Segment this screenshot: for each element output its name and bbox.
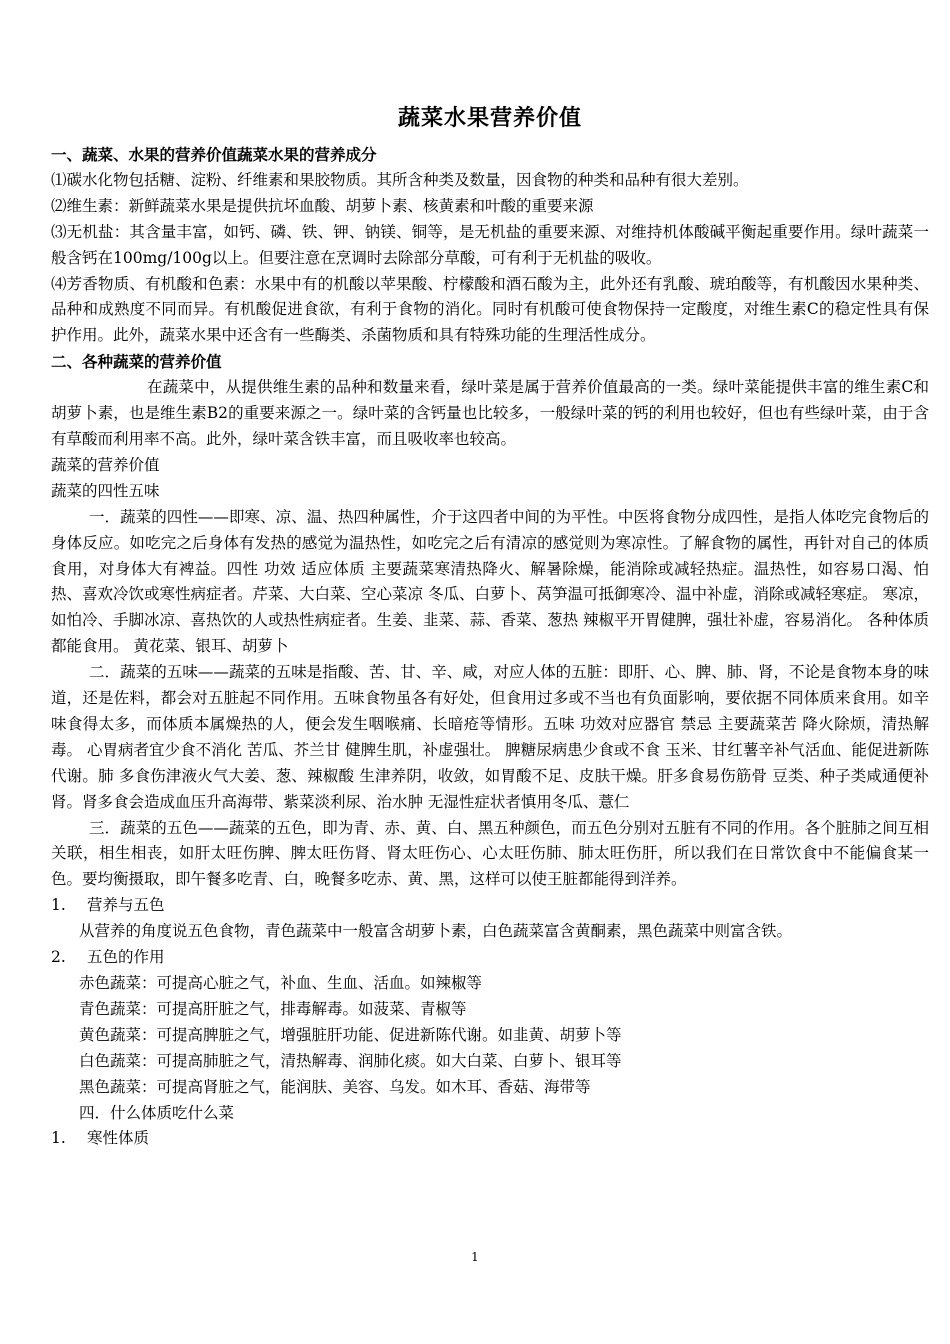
color-effect-white: 白色蔬菜：可提高肺脏之气，清热解毒、润肺化痰。如大白菜、白萝卜、银耳等 [79, 1051, 622, 1070]
list-number: 1. [51, 896, 66, 915]
color-effect-red: 赤色蔬菜：可提高心脏之气，补血、生血、活血。如辣椒等 [79, 974, 483, 992]
section1-heading: 一、蔬菜、水果的营养价值蔬菜水果的营养成分 [51, 145, 377, 164]
five-colors-paragraph: 三．蔬菜的五色——蔬菜的五色，即为青、赤、黄、白、黑五种颜色，而五色分别对五脏有不同的作用。各个脏肺之间互相关联，相生相丧，如肝太旺伤脾、脾太旺伤肾、肾太旺伤心、心太旺伤肺、肺太旺伤肝，所以我们在日常饮食中不能偏食某一色。要均衡摄取，即午餐多吃青、白，晚餐多吃赤、黄、黑，这样可以使王脏都能得到洋养。 [51, 818, 929, 889]
four-natures-paragraph: 一．蔬菜的四性——即寒、凉、温、热四种属性，介于这四者中间的为平性。中医将食物分成四性，是指人体吃完食物后的身体反应。如吃完之后身体有发热的感觉为温热性，如吃完之后有清凉的感觉则为寒凉性。了解食物的属性，再针对自己的体质食用，对身体大有裨益。四性 功效 适应体质 主要蔬菜寒清热降火、解暑除燥，能消除或减轻热症。温热性，如容易口渴、怕热、喜欢冷饮或寒性病症者。芹菜、大白菜、空心菜凉 冬瓜、白萝卜、莴笋温可抵御寒冷、温中补虚，消除或减轻寒症。 寒凉，如怕冷、手脚冰凉、喜热饮的人或热性病症者。生姜、韭菜、蒜、香菜、葱热 辣椒平开胃健脾，强壮补虚，容易消化。 各种体质都能食用。 黄花菜、银耳、胡萝卜 [51, 507, 929, 656]
section2-heading: 二、各种蔬菜的营养价值 [51, 352, 222, 372]
list-title: 五色的作用 [87, 948, 165, 967]
section2-intro: 在蔬菜中，从提供维生素的品种和数量来看，绿叶菜是属于营养价值最高的一类。绿叶菜能提供丰富的维生素C和胡萝卜素，也是维生素B2的重要来源之一。绿叶菜的含钙量也比较多，一般绿叶菜的钙的利用也较好，但也有些绿叶菜，由于含有草酸而利用率不高。此外，绿叶菜含铁丰富，而且吸收率也较高。 [51, 378, 929, 448]
list-number: 1. [51, 1129, 66, 1148]
nutrition-colors-text: 从营养的角度说五色食物，青色蔬菜中一般富含胡萝卜素，白色蔬菜富含黄酮素，黑色蔬菜中则富含铁。 [79, 922, 793, 941]
page-number: 1 [471, 1250, 479, 1264]
color-effect-black: 黑色蔬菜：可提高肾脏之气，能润肤、美容、乌发。如木耳、香菇、海带等 [79, 1077, 591, 1096]
five-flavors-paragraph: 二．蔬菜的五味——蔬菜的五味是指酸、苦、甘、辛、咸，对应人体的五脏：即肝、心、脾、肺、肾，不论是食物本身的味道，还是佐料，都会对五脏起不同作用。五味食物虽各有好处，但食用过多或不当也有负面影响，要依据不同体质来食用。如辛味食得太多，而体质本属燥热的人，便会发生咽喉痛、长暗疮等情形。五味 功效对应器官 禁忌 主要蔬菜苦 降火除烦，清热解毒。 心胃病者宜少食不消化 苦瓜、芥兰甘 健脾生肌，补虚强壮。 脾糖尿病患少食或不食 玉米、甘红薯辛补气活血、能促进新陈代谢。肺 多食伤津液火气大姜、葱、辣椒酸 生津养阴，收敛，如胃酸不足、皮肤干燥。肝多食易伤筋骨 豆类、种子类咸通便补肾。肾多食会造成血压升高海带、紫菜淡利尿、治水肿 无湿性症状者慎用冬瓜、薏仁 [51, 663, 929, 811]
section1-item-1: ⑴碳水化物包括糖、淀粉、纤维素和果胶物质。其所含种类及数量，因食物的种类和品种有很大差别。 [51, 170, 749, 189]
color-effect-yellow: 黄色蔬菜：可提高脾脏之气，增强脏肝功能、促进新陈代谢。如韭黄、胡萝卜等 [79, 1025, 622, 1044]
section1-item-2: ⑵维生素：新鲜蔬菜水果是提供抗坏血酸、胡萝卜素、核黄素和叶酸的重要来源 [51, 196, 594, 215]
list-title: 营养与五色 [87, 896, 165, 915]
list-item-color-effects [51, 945, 929, 971]
color-effect-green: 青色蔬菜：可提高肝脏之气，排毒解毒。如菠菜、青椒等 [79, 999, 467, 1018]
document-title: 蔬菜水果营养价值 [397, 105, 582, 131]
list-item-cold-constitution [51, 1126, 929, 1152]
section1-item-4: ⑷芳香物质、有机酸和色素：水果中有的机酸以苹果酸、柠檬酸和酒石酸为主，此外还有乳酸、琥珀酸等，有机酸因水果种类、品种和成熟度不同而异。有机酸促进食欲，有利于食物的消化。同时有机酸可使食物保持一定酸度，对维生素C的稳定性具有保护作用。此外，蔬菜水果中还含有一些酶类、杀菌物质和具有特殊功能的生理活性成分。 [51, 274, 929, 345]
section4-heading: 四．什么体质吃什么菜 [79, 1103, 235, 1122]
list-title: 寒性体质 [87, 1129, 150, 1148]
section2-line1: 蔬菜的营养价值 [51, 455, 160, 474]
section1-item-3: ⑶无机盐：其含量丰富，如钙、磷、铁、钾、钠镁、铜等，是无机盐的重要来源、对维持机体酸碱平衡起重要作用。绿叶蔬菜一般含钙在100mg/100g以上。但要注意在烹调时去除部分草酸，可有利于无机盐的吸收。 [51, 222, 929, 267]
list-item-nutrition-colors [51, 893, 929, 919]
section2-line2: 蔬菜的四性五味 [51, 481, 160, 500]
document-page [51, 100, 929, 1152]
list-number: 2. [51, 948, 66, 967]
